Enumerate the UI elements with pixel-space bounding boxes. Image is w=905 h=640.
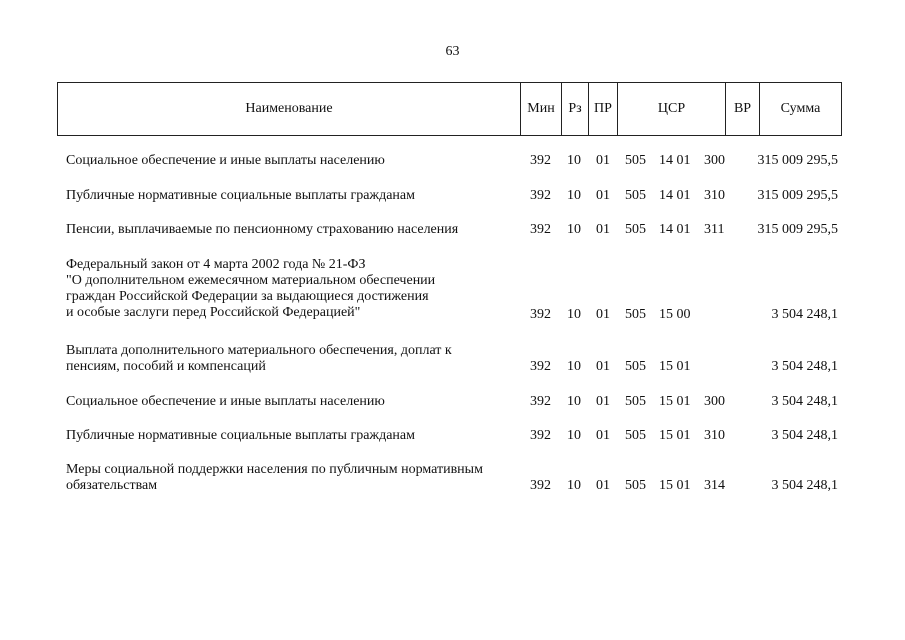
table-row <box>0 222 905 238</box>
row-pr: 01 <box>596 359 610 374</box>
row-csr-code: 14 01 <box>659 188 691 203</box>
row-rz: 10 <box>567 188 581 203</box>
row-csr-code: 15 01 <box>659 478 691 493</box>
row-min: 392 <box>530 428 551 443</box>
row-min: 392 <box>530 359 551 374</box>
row-csr-code: 14 01 <box>659 222 691 237</box>
row-sum: 3 504 248,1 <box>771 359 838 374</box>
row-sum: 3 504 248,1 <box>771 307 838 322</box>
row-vr: 311 <box>704 222 725 237</box>
row-name: Публичные нормативные социальные выплаты гражданам <box>66 428 415 443</box>
row-min: 392 <box>530 153 551 168</box>
table-row <box>0 394 905 410</box>
row-rz: 10 <box>567 428 581 443</box>
row-name: Пенсии, выплачиваемые по пенсионному страхованию населения <box>66 222 459 237</box>
row-csr-program: 505 <box>625 478 646 493</box>
row-rz: 10 <box>567 222 581 237</box>
row-pr: 01 <box>596 478 610 493</box>
column-header-sum: Сумма <box>760 83 842 136</box>
column-header-pr: ПР <box>589 83 618 136</box>
row-rz: 10 <box>567 359 581 374</box>
row-csr-code: 14 01 <box>659 153 691 168</box>
row-name: Меры социальной поддержки населения по публичным нормативным обязательствам <box>66 462 483 493</box>
row-csr-program: 505 <box>625 428 646 443</box>
row-csr-code: 15 01 <box>659 394 691 409</box>
column-header-vr: ВР <box>726 83 760 136</box>
row-name: Публичные нормативные социальные выплаты гражданам <box>66 188 415 203</box>
table-row <box>0 462 905 494</box>
row-name: Социальное обеспечение и иные выплаты населению <box>66 153 385 168</box>
row-pr: 01 <box>596 394 610 409</box>
row-min: 392 <box>530 307 551 322</box>
page-number: 63 <box>445 44 460 59</box>
row-csr-program: 505 <box>625 222 646 237</box>
row-name: Федеральный закон от 4 марта 2002 года № 21-ФЗ "О дополнительном ежемесячном материальном обеспечении граждан Российской Федерации за выдающиеся достижения и особые заслуги перед Российской Федерацией" <box>66 257 436 320</box>
row-csr-code: 15 01 <box>659 428 691 443</box>
row-sum: 3 504 248,1 <box>771 394 838 409</box>
row-name: Выплата дополнительного материального обеспечения, доплат к пенсиям, пособий и компенсаций <box>66 343 452 374</box>
row-min: 392 <box>530 188 551 203</box>
row-pr: 01 <box>596 222 610 237</box>
row-vr: 300 <box>704 394 725 409</box>
row-vr: 310 <box>704 428 725 443</box>
row-rz: 10 <box>567 478 581 493</box>
row-pr: 01 <box>596 153 610 168</box>
column-header-name: Наименование <box>58 83 521 136</box>
row-sum: 3 504 248,1 <box>771 428 838 443</box>
column-header-rz: Рз <box>562 83 589 136</box>
row-min: 392 <box>530 394 551 409</box>
row-csr-program: 505 <box>625 394 646 409</box>
table-header <box>57 82 842 136</box>
row-name: Социальное обеспечение и иные выплаты населению <box>66 394 385 409</box>
column-header-csr: ЦСР <box>618 83 726 136</box>
row-sum: 315 009 295,5 <box>757 153 838 168</box>
table-row <box>0 428 905 444</box>
row-sum: 315 009 295,5 <box>757 222 838 237</box>
row-vr: 314 <box>704 478 725 493</box>
row-min: 392 <box>530 478 551 493</box>
row-csr-program: 505 <box>625 307 646 322</box>
row-csr-program: 505 <box>625 153 646 168</box>
row-sum: 3 504 248,1 <box>771 478 838 493</box>
row-sum: 315 009 295,5 <box>757 188 838 203</box>
column-header-min: Мин <box>521 83 562 136</box>
row-vr: 300 <box>704 153 725 168</box>
table-row <box>0 188 905 204</box>
row-pr: 01 <box>596 428 610 443</box>
row-csr-program: 505 <box>625 359 646 374</box>
row-vr: 310 <box>704 188 725 203</box>
row-min: 392 <box>530 222 551 237</box>
row-csr-code: 15 00 <box>659 307 691 322</box>
table-row <box>0 153 905 169</box>
row-rz: 10 <box>567 394 581 409</box>
row-csr-code: 15 01 <box>659 359 691 374</box>
row-rz: 10 <box>567 153 581 168</box>
table-row <box>0 343 905 375</box>
table-row <box>0 257 905 323</box>
row-csr-program: 505 <box>625 188 646 203</box>
row-rz: 10 <box>567 307 581 322</box>
row-pr: 01 <box>596 307 610 322</box>
row-pr: 01 <box>596 188 610 203</box>
